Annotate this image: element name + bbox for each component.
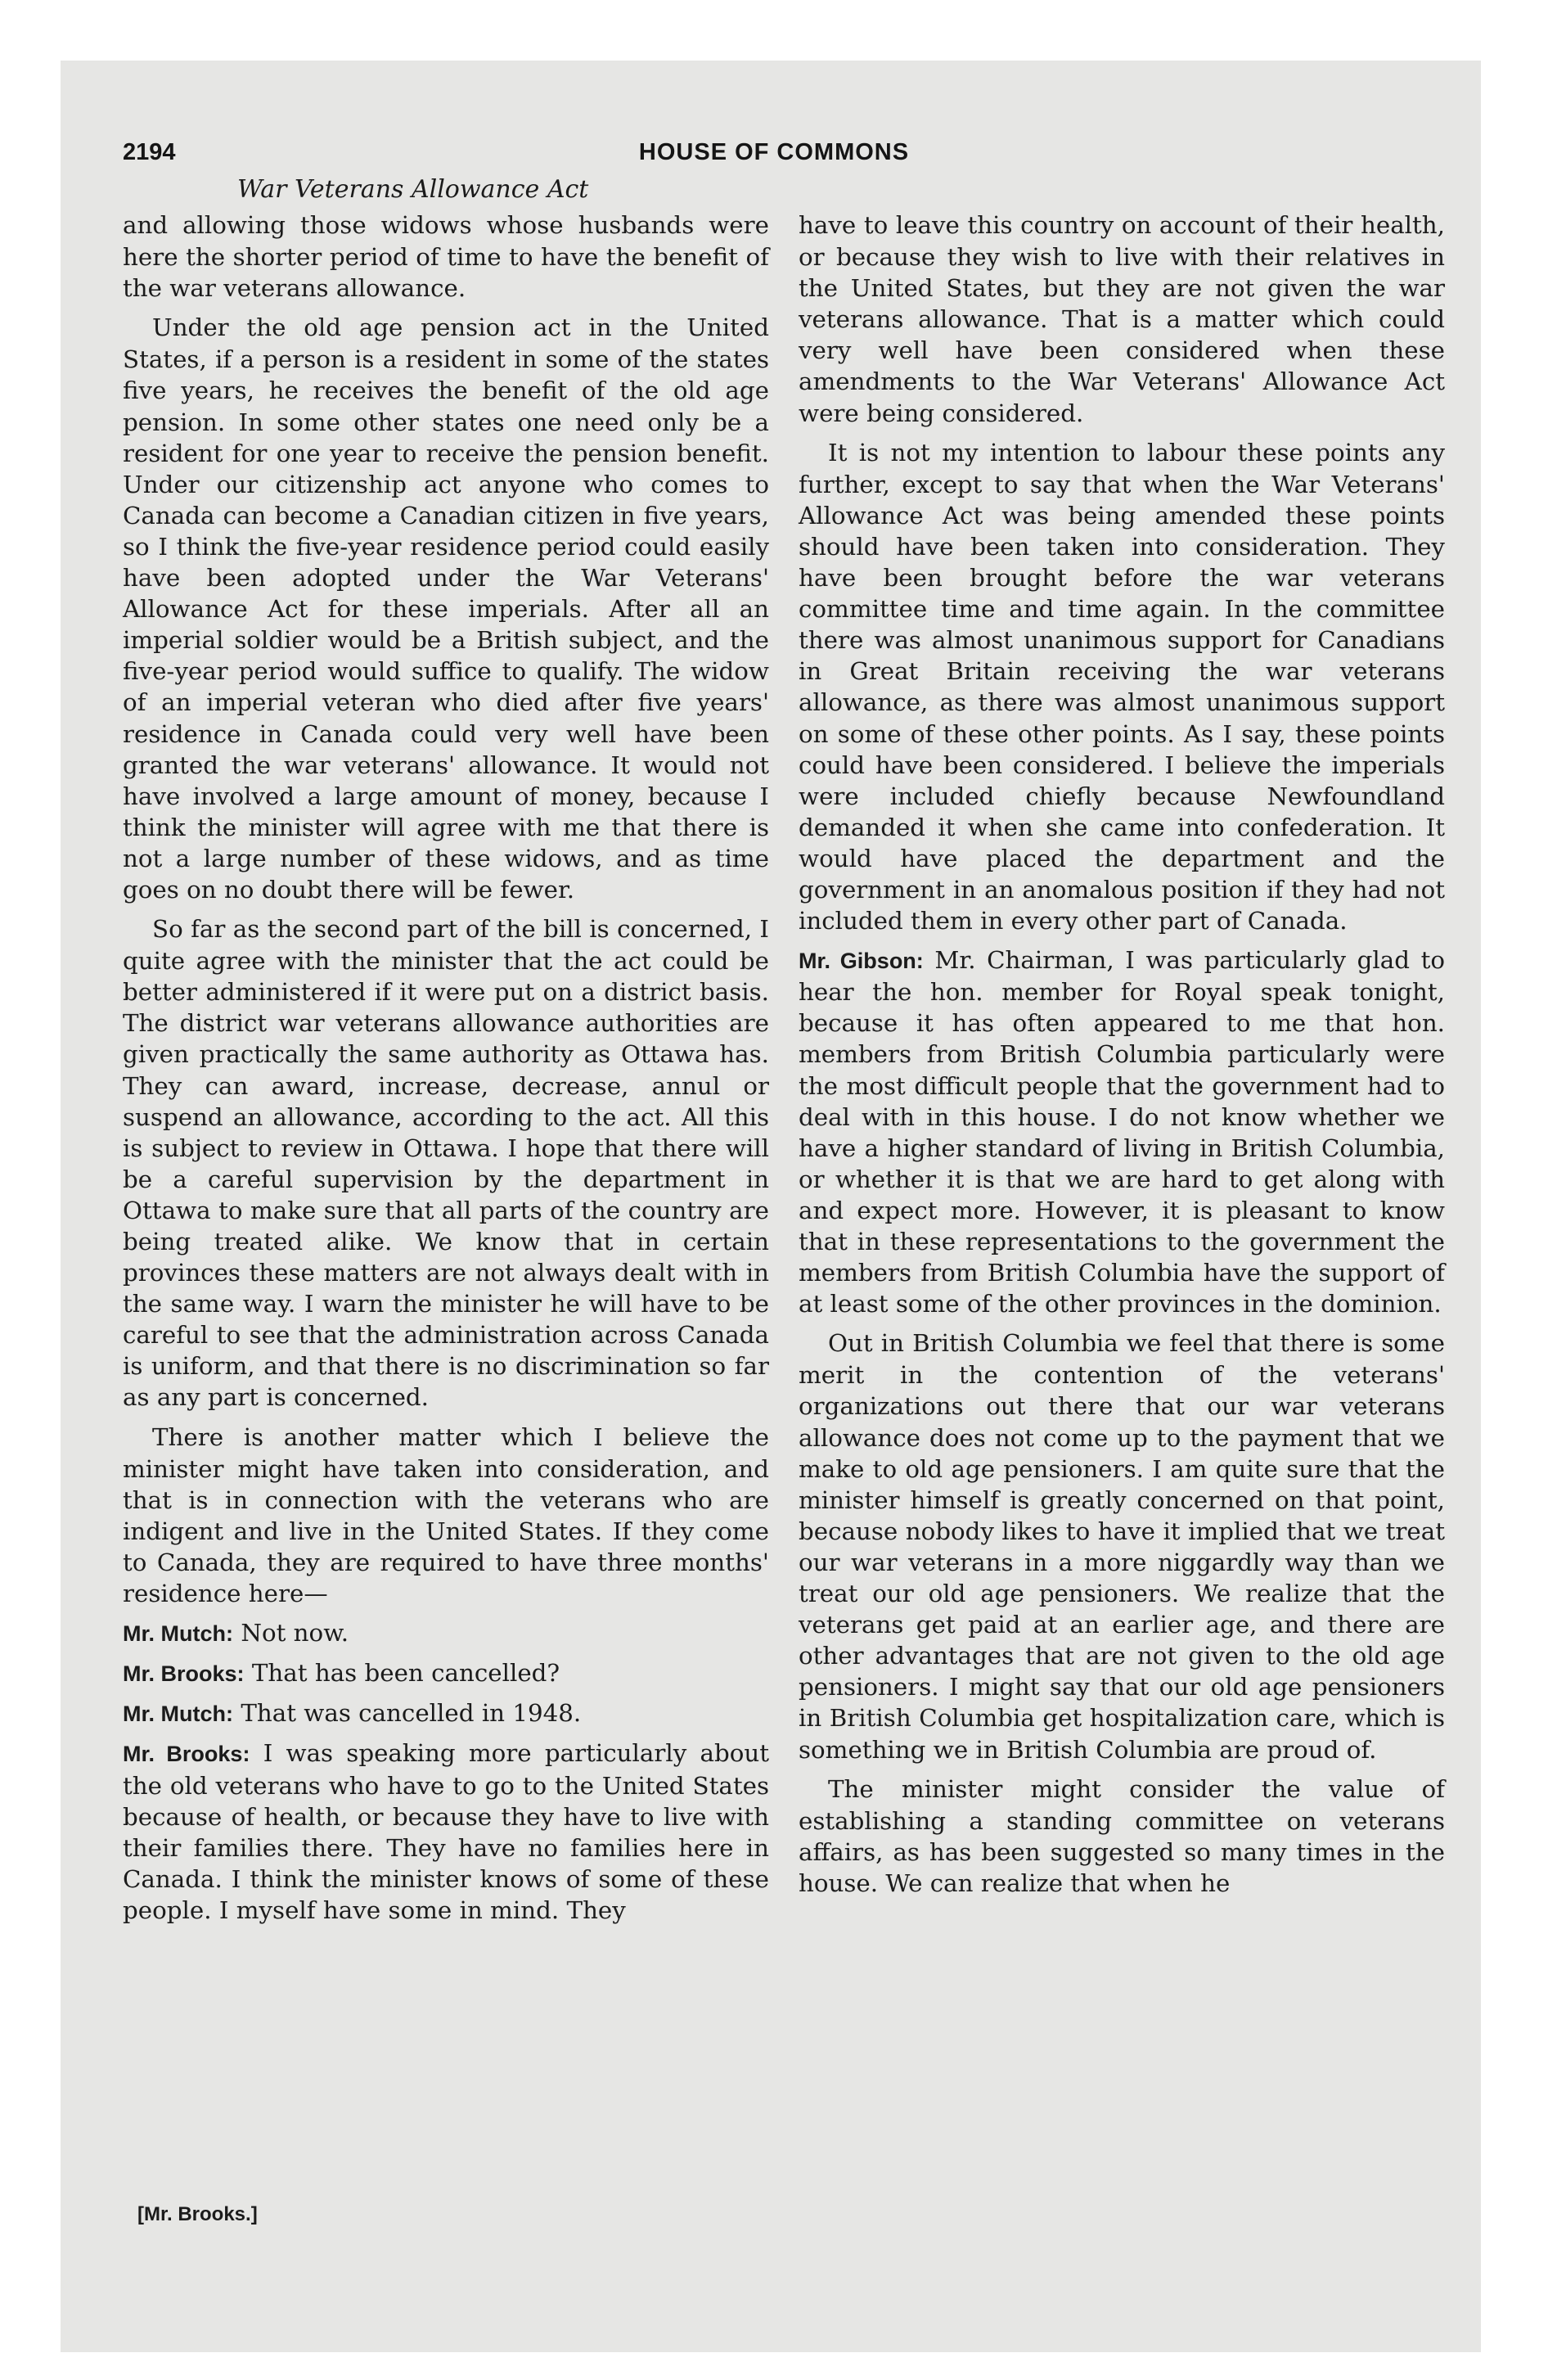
running-subtitle: War Veterans Allowance Act (237, 175, 589, 204)
paragraph-text: So far as the second part of the bill is concerned, I quite agree with the minister that the act could be better administered if it were put on a district basis. The district war veterans allowance authorities are given practically the same authority as Ottawa has. They can award, increase, decrease, annul or suspend an allowance, according to the act. All this is subject to review in Ottawa. I hope that there will be a careful supervision by the department in Ottawa to make sure that all parts of the country are being treated alike. We know that in certain provinces these matters are not always dealt with in the same way. I warn the minister he will have to be careful to see that the administration across Canada is uniform, and that there is no discrimination so far as any part is concerned. (123, 915, 769, 1412)
right-column (799, 210, 1445, 1907)
paragraph (123, 1422, 769, 1610)
speaker-name: Mr. Brooks: (123, 1661, 245, 1687)
paragraph-text: have to leave this country on account of their health, or because they wish to live with their relatives in the United States, but they are not given the war veterans allowance. That is a matter which could very well have been considered when these amendments to the War Veterans' Allowance Act were being considered. (799, 211, 1445, 427)
paragraph-text: Mr. Chairman, I was particularly glad to hear the hon. member for Royal speak tonight, because it has often appeared to me that hon. members from British Columbia particularly were the most difficult people that the government had to deal with in this house. I do not know whether we have a higher standard of living in British Columbia, or whether it is that we are hard to get along with and expect more. However, it is pleasant to know that in these representations to the government the members from British Columbia have the support of at least some of the other provinces in the dominion. (799, 946, 1445, 1318)
paragraph (123, 210, 769, 304)
paragraph-text: The minister might consider the value of establishing a standing committee on veterans affairs, as has been suggested so many times in the house. We can realize that when he (799, 1774, 1445, 1897)
paragraph (799, 1774, 1445, 1899)
paragraph (123, 1738, 769, 1926)
page-number: 2194 (123, 139, 176, 165)
speaker-name: Mr. Brooks: (123, 1742, 250, 1767)
paragraph (123, 1697, 769, 1729)
paragraph-text: Not now. (241, 1619, 349, 1648)
paragraph (123, 312, 769, 905)
footer-speaker-mark: [Mr. Brooks.] (137, 2203, 258, 2225)
paragraph (123, 1617, 769, 1649)
paragraph-text: It is not my intention to labour these points any further, except to say that when the War Veterans' Allowance Act was being amended these points should have been taken into consideration. They have been brought before the war veterans committee time and time again. In the committee there was almost unanimous support for Canadians in Great Britain receiving the war veterans allowance, as there was almost unanimous support on some of these other points. As I say, these points could have been considered. I believe the imperials were included chiefly because Newfoundland demanded it when she came into confederation. It would have placed the department and the government in an anomalous position if they had not included them in every other part of Canada. (799, 438, 1445, 935)
paragraph-text: Out in British Columbia we feel that there is some merit in the contention of the veterans' organizations out there that our war veterans allowance does not come up to the payment that we make to old age pensioners. I am quite sure that the minister himself is greatly concerned on that point, because nobody likes to have it implied that we treat our war veterans in a more niggardly way than we treat our old age pensioners. We realize that the veterans get paid at an earlier age, and there are other advantages that are not given to the old age pensioners. I might say that our old age pensioners in British Columbia get hospitalization care, which is something we in British Columbia are proud of. (799, 1329, 1445, 1764)
paragraph-text: That was cancelled in 1948. (241, 1699, 582, 1728)
paragraph (123, 913, 769, 1413)
speaker-name: Mr. Gibson: (799, 949, 924, 974)
left-column (123, 210, 769, 1934)
paragraph-text: I was speaking more particularly about the old veterans who have to go to the United States because of health, or because they have to live with their families there. They have no families here in Canada. I think the minister knows of some of these people. I myself have some in mind. They (123, 1739, 769, 1924)
paragraph (123, 1657, 769, 1689)
speaker-name: Mr. Mutch: (123, 1621, 233, 1647)
paragraph (799, 210, 1445, 429)
paragraph (799, 437, 1445, 937)
paragraph-text: and allowing those widows whose husbands were here the shorter period of time to have the benefit of the war veterans allowance. (123, 211, 769, 303)
paragraph (799, 1327, 1445, 1765)
paragraph-text: That has been cancelled? (251, 1659, 560, 1688)
paragraph-text: There is another matter which I believe the minister might have taken into consideration, and that is in connection with the veterans who are indigent and live in the United States. If they come to Canada, they are required to have three months' residence here— (123, 1422, 769, 1608)
page-header-title: HOUSE OF COMMONS (638, 139, 910, 165)
speaker-name: Mr. Mutch: (123, 1702, 233, 1727)
paragraph (799, 944, 1445, 1319)
paragraph-text: Under the old age pension act in the United States, if a person is a resident in some of the states five years, he receives the benefit of the old age pension. In some other states one need only be a resident for one year to receive the pension benefit. Under our citizenship act anyone who comes to Canada can become a Canadian citizen in five years, so I think the five-year residence period could easily have been adopted under the War Veterans' Allowance Act for these imperials. After all an imperial soldier would be a British subject, and the five-year period would suffice to qualify. The widow of an imperial veteran who died after five years' residence in Canada could very well have been granted the war veterans' allowance. It would not have involved a large amount of money, because I think the minister will agree with me that there is not a large number of these widows, and as time goes on no doubt there will be fewer. (123, 313, 769, 904)
